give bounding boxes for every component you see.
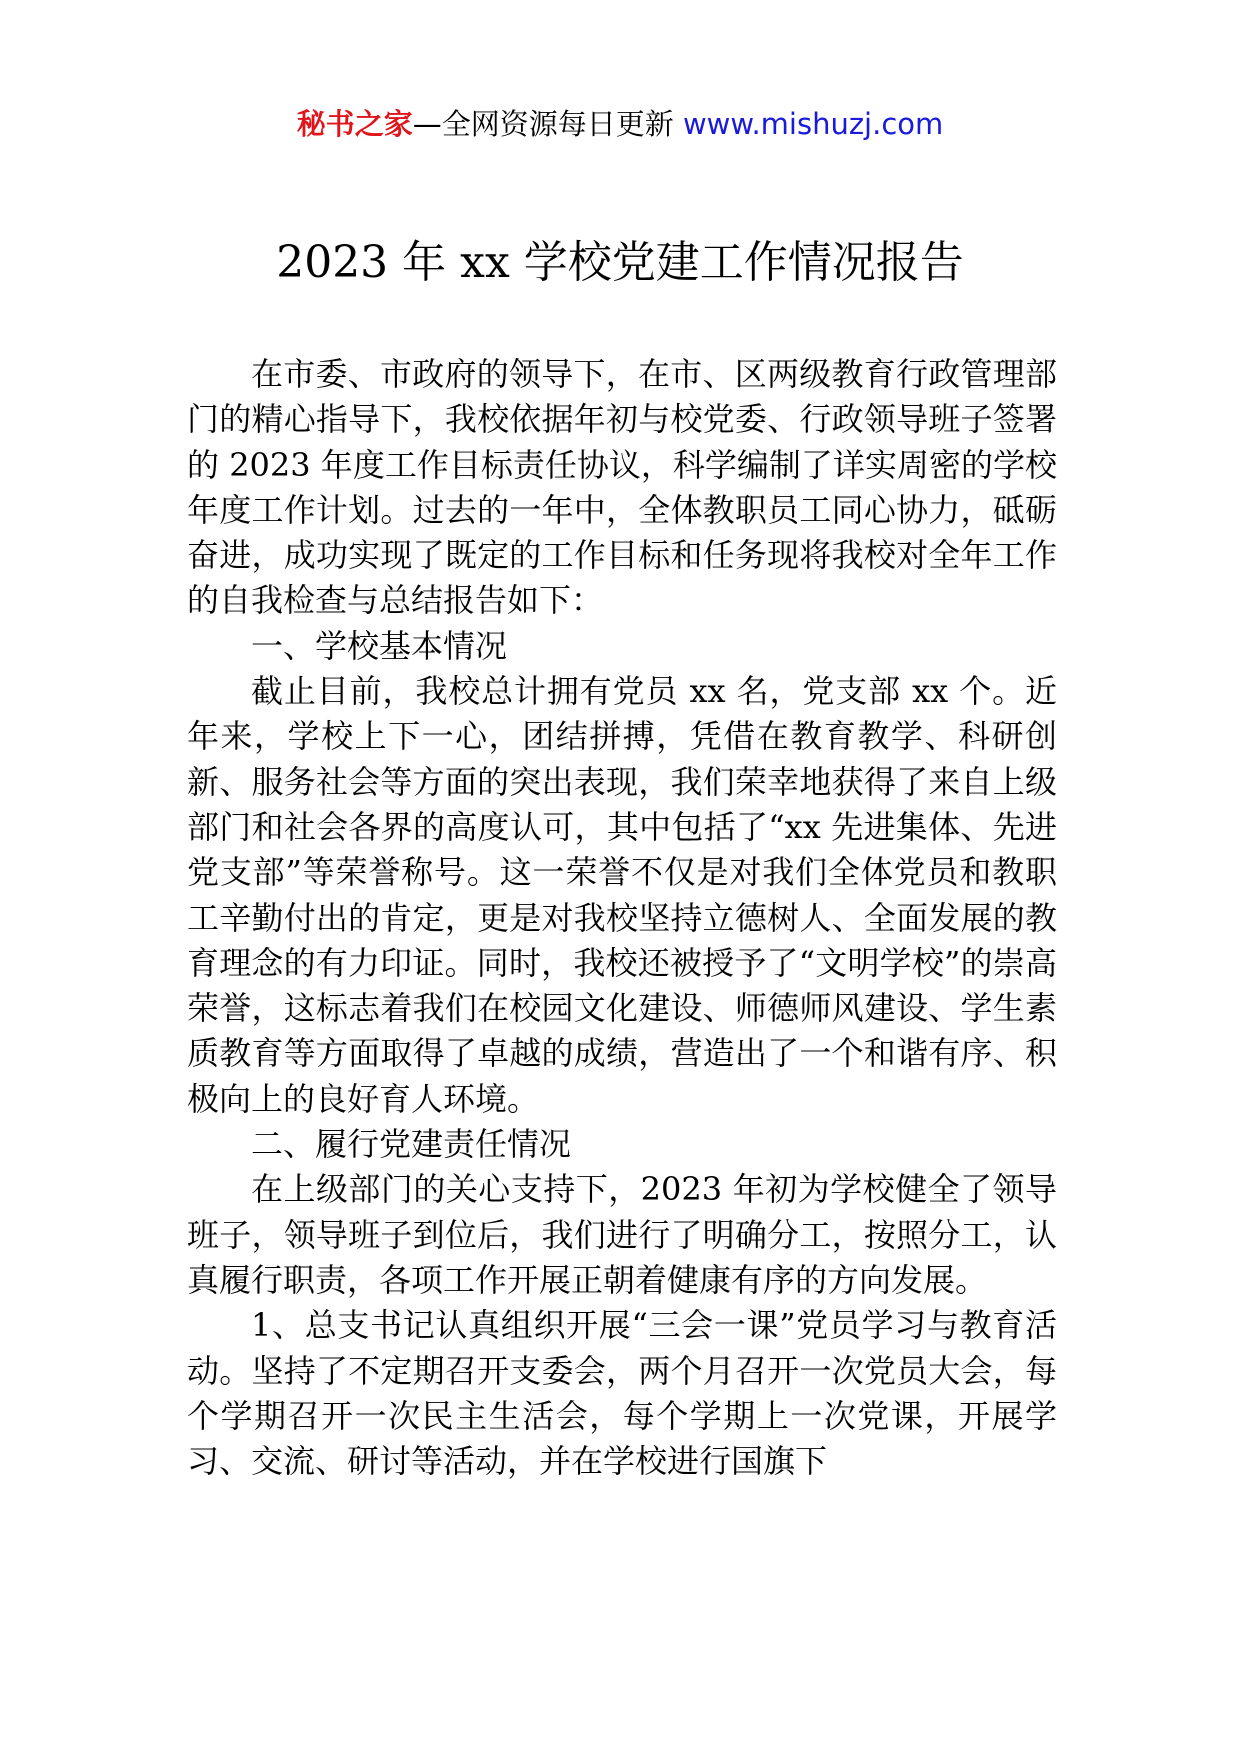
site-header (0, 104, 1240, 144)
section-2-paragraph: 在上级部门的关心支持下，2023 年初为学校健全了领导班子，领导班子到位后，我们进行了明确分工，按照分工，认真履行职责，各项工作开展正朝着健康有序的方向发展。 (187, 1170, 1057, 1299)
intro-paragraph: 在市委、市政府的领导下，在市、区两级教育行政管理部门的精心指导下，我校依据年初与校党委、行政领导班子签署的 2023 年度工作目标责任协议，科学编制了详实周密的学校年度工作计划。过去的一年中，全体教职员工同心协力，砥砺奋进，成功实现了既定的工作目标和任务现将我校对全年工作的自我检查与总结报告如下： (187, 355, 1057, 620)
section-heading-2: 二、履行党建责任情况 (251, 1125, 572, 1164)
document-title: 2023 年 xx 学校党建工作情况报告 (276, 237, 964, 288)
section-1-paragraph: 截止目前，我校总计拥有党员 xx 名，党支部 xx 个。近年来，学校上下一心，团结拼搏，凭借在教育教学、科研创新、服务社会等方面的突出表现，我们荣幸地获得了来自上级部门和社会各界的高度认可，其中包括了“xx 先进集体、先进党支部”等荣誉称号。这一荣誉不仅是对我们全体党员和教职工辛勤付出的肯定，更是对我校坚持立德树人、全面发展的教育理念的有力印证。同时，我校还被授予了“文明学校”的崇高荣誉，这标志着我们在校园文化建设、师德师风建设、学生素质教育等方面取得了卓越的成绩，营造出了一个和谐有序、积极向上的良好育人环境。 (187, 672, 1057, 1118)
section-2-item-1: 1、总支书记认真组织开展“三会一课”党员学习与教育活动。坚持了不定期召开支委会，两个月召开一次党员大会，每个学期召开一次民主生活会，每个学期上一次党课，开展学习、交流、研讨等活动，并在学校进行国旗下 (187, 1306, 1057, 1481)
document-body (187, 352, 1057, 1484)
site-url-link[interactable]: www.mishuzj.com (682, 107, 944, 141)
section-heading-1: 一、学校基本情况 (251, 626, 508, 665)
site-brand: 秘书之家 (296, 107, 413, 141)
site-slogan: —全网资源每日更新 (412, 107, 683, 141)
